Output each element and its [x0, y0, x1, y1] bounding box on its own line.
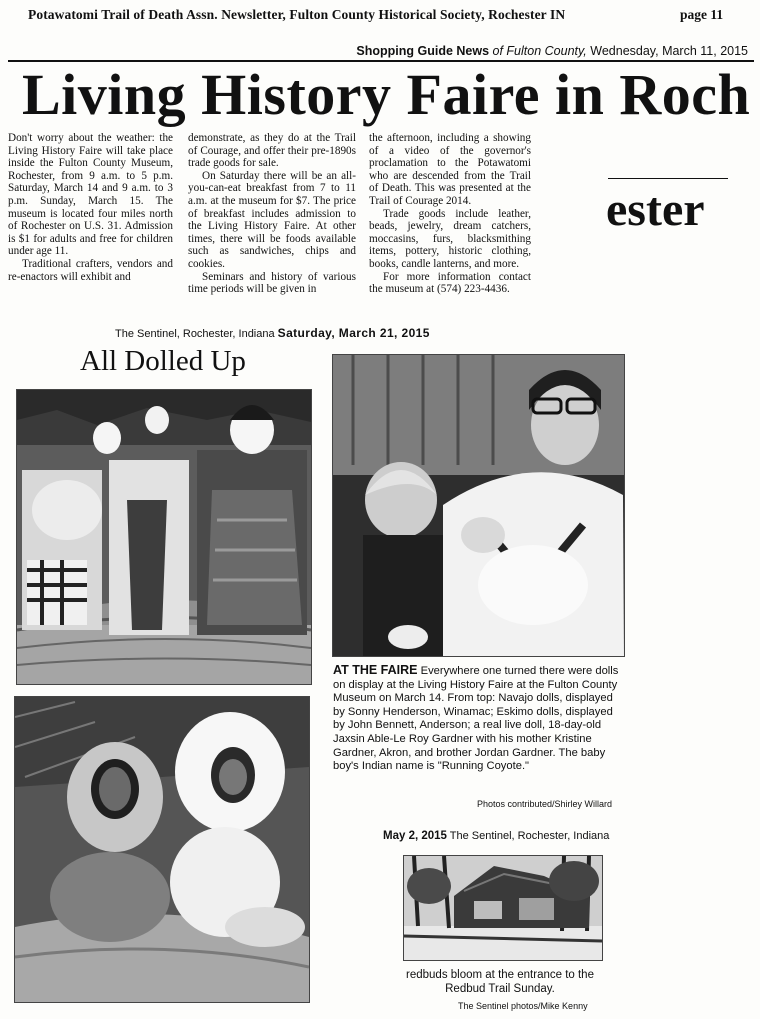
article-column-2 [188, 132, 356, 296]
paragraph: Seminars and history of various time periods will be given in [188, 270, 356, 296]
article-headline: Living History Faire in Roch [22, 62, 751, 127]
dolls-article-title: All Dolled Up [80, 345, 246, 377]
photo-credit: Photos contributed/Shirley Willard [476, 799, 612, 809]
paragraph: Don't worry about the weather: the Living History Faire will take place inside the Fulton County Museum, Rochester, from 9 a.m. to 5 p.m. Saturday, March 14 and 9 a.m. to 3 p.m. Sunday, March 15. The museum is located four miles north of Rochester on U.S. 31. Admission is $1 for adults and free for children under age 11. [8, 132, 173, 258]
shopping-guide-dateline [356, 44, 748, 58]
eskimo-dolls-image [15, 697, 309, 1002]
paragraph: On Saturday there will be an all-you-can-eat breakfast from 7 to 11 a.m. at the museum for $7. The price of breakfast includes admission to the Living History Faire. At other times, there will be foods available such as sandwiches, chips and cookies. [188, 169, 356, 270]
may-dateline [383, 830, 609, 842]
paragraph: demonstrate, as they do at the Trail of Courage, and offer their pre-1890s trade goods for sale. [188, 132, 356, 170]
gardner-family-image [333, 355, 624, 656]
navajo-dolls-photo [16, 389, 312, 685]
page-number: page 11 [680, 7, 724, 22]
article-headline-continuation: ester [606, 183, 705, 236]
paragraph: Trade goods include leather, beads, jewelry, dream catchers, moccasins, furs, blacksmithing items, pottery, historic clothing, books, candle lanterns, and more. [369, 207, 531, 270]
redbud-caption [395, 968, 605, 996]
article-column-1 [8, 132, 173, 283]
eskimo-dolls-photo [14, 696, 310, 1003]
sentinel-source: The Sentinel, Rochester, Indiana [115, 328, 278, 340]
paragraph: the afternoon, including a showing of a video of the governor's proclamation to the Potawatomi who are descended from the Trail of Death. This was presented at the Trail of Courage 2014. [369, 132, 531, 207]
redbud-photo-credit: The Sentinel photos/Mike Kenny [458, 1001, 588, 1011]
publication-location: of Fulton County, [489, 44, 591, 58]
redbud-caption-line-2: Redbud Trail Sunday. [445, 983, 555, 995]
article-column-3 [369, 132, 531, 296]
newsletter-title: Potawatomi Trail of Death Assn. Newsletter, Fulton County Historical Society, Rochester IN [28, 7, 566, 22]
redbud-photo [403, 855, 603, 961]
paragraph: For more information contact the museum at (574) 223-4436. [369, 270, 531, 296]
redbud-trail-image [404, 856, 602, 960]
mother-children-photo [332, 354, 625, 657]
caption-text: Everywhere one turned there were dolls on display at the Living History Faire at the Fulton County Museum on March 14. From top: Navajo dolls, displayed by Sonny Henderson, Winamac; Eskimo dolls, displayed by John Bennett, Anderson; a real live doll, 18-day-old Jaxsin Able-Le Roy Gardner with his mother Kristine Gardner, Akron, and brother Jordan Gardner. The baby boy's Indian name is "Running Coyote." [333, 665, 619, 773]
redbud-caption-line-1: redbuds bloom at the entrance to the [406, 969, 594, 981]
dolls-photo-caption [333, 664, 623, 774]
paragraph: Traditional crafters, vendors and re-enactors will exhibit and [8, 257, 173, 283]
sentinel-dateline [115, 326, 430, 340]
caption-lead: AT THE FAIRE [333, 663, 418, 677]
publication-name: Shopping Guide News [356, 44, 490, 58]
navajo-dolls-image [17, 390, 311, 684]
publication-date: Wednesday, March 11, 2015 [590, 44, 748, 58]
may-date: May 2, 2015 [383, 830, 447, 842]
may-source: The Sentinel, Rochester, Indiana [446, 830, 610, 842]
headline-continuation-rule [608, 178, 728, 179]
sentinel-date: Saturday, March 21, 2015 [277, 326, 430, 340]
